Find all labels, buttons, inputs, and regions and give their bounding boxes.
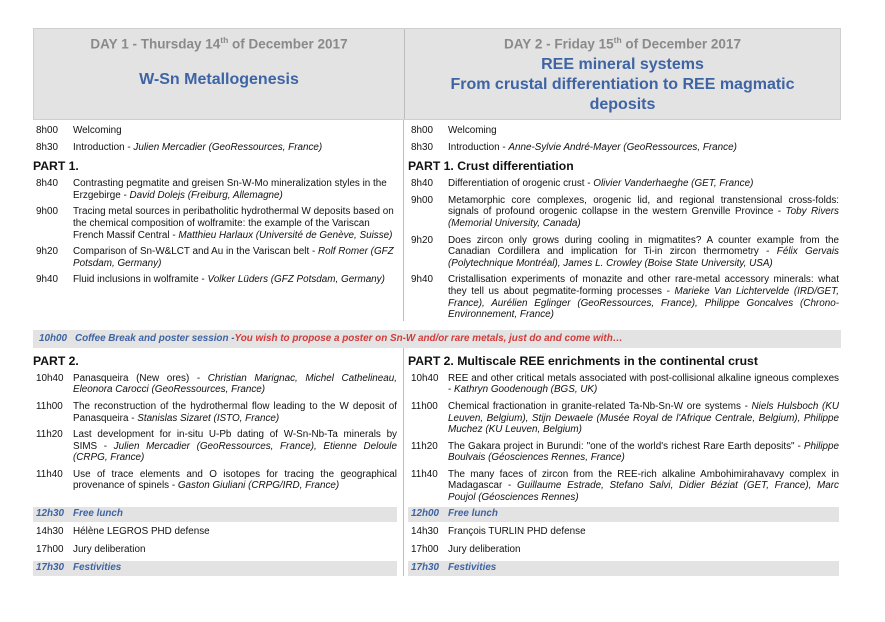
talk-row	[33, 429, 397, 464]
talk-row	[408, 401, 839, 436]
day1-part1-title: PART 1.	[33, 159, 79, 174]
time-label: 12h00	[411, 508, 440, 520]
talk-text	[448, 469, 839, 504]
talk-title: Last development for in-situ U-Pb dating of W-Sn-Nb-Ta minerals by SIMS -	[73, 429, 397, 452]
time-label: 12h30	[36, 508, 65, 520]
time-label: 8h00	[411, 125, 433, 136]
late-morning-section	[33, 348, 841, 504]
defense-label: Hélène LEGROS PHD defense	[73, 526, 210, 538]
time-label: 8h00	[36, 125, 58, 136]
day2-date-sup: th	[613, 35, 622, 45]
talk-speaker: Guillaume Estrade, Stefano Salvi, Didier Béziat (GET, France), Marc Poujol (Géosciences Rennes)	[448, 480, 839, 504]
time-label: 9h20	[411, 234, 433, 246]
time-label: 17h30	[36, 562, 65, 574]
jury-row	[33, 543, 397, 558]
defense-label: François TURLIN PHD defense	[448, 526, 586, 538]
schedule-row	[33, 142, 397, 154]
talk-text	[73, 178, 397, 201]
talk-row	[408, 195, 839, 230]
program-header	[33, 28, 841, 120]
festivities-row	[33, 561, 397, 576]
talk-row	[408, 235, 839, 270]
talk-text	[73, 401, 397, 424]
talk-row	[33, 274, 397, 286]
time-label: 9h40	[411, 274, 433, 286]
day2-part1-list	[408, 178, 839, 321]
day2-part1-title: PART 1. Crust differentiation	[408, 159, 574, 174]
talk-row	[33, 469, 397, 492]
talk-row	[408, 469, 839, 504]
day2-part2-list	[408, 373, 839, 504]
coffee-break-band	[33, 330, 841, 348]
time-label: 8h40	[411, 178, 433, 190]
time-label: 9h20	[36, 246, 58, 258]
talk-title: Fluid inclusions in wolframite -	[73, 274, 208, 286]
time-label: 9h40	[36, 274, 58, 286]
day2-theme	[405, 55, 840, 115]
talk-speaker: Olivier Vanderhaeghe (GET, France)	[593, 178, 754, 190]
day1-part2-title: PART 2.	[33, 353, 79, 368]
lunch-label: Free lunch	[448, 508, 498, 520]
talk-text	[73, 429, 397, 464]
talk-speaker: Stanislas Sizaret (ISTO, France)	[137, 412, 280, 424]
day1-date-prefix: DAY 1 - Thursday 14	[90, 36, 221, 52]
talk-text	[73, 469, 397, 492]
time-label: 9h00	[36, 206, 58, 218]
time-label: 8h30	[411, 141, 433, 153]
time-label: 17h00	[411, 544, 439, 556]
talk-speaker: Niels Hulsboch (KU Leuven, Belgium), Stijn Dewaele (Musée Royal de l'Afrique Centrale, Belgium), Philippe Muchez (KU Leuven, Belgium)	[448, 400, 839, 436]
time-label: 17h30	[411, 562, 440, 574]
talk-text	[448, 235, 839, 270]
day2-morning	[404, 120, 841, 321]
talk-title: Use of trace elements and O isotopes for tracing the geographical provenance of spinels -	[73, 468, 397, 492]
jury-row	[408, 543, 839, 558]
defense-row	[408, 525, 839, 540]
talk-title: Chemical fractionation in granite-related Ta-Nb-Sn-W ore systems -	[448, 400, 752, 412]
talk-speaker: Toby Rivers (Memorial University, Canada)	[448, 206, 839, 229]
lunch-row	[33, 507, 397, 522]
day1-theme: W-Sn Metallogenesis	[139, 70, 299, 88]
talk-text	[448, 274, 839, 320]
day1-header	[34, 29, 405, 119]
talk-title: The reconstruction of the hydrothermal flow leading to the W deposit of Panasqueira -	[73, 400, 397, 424]
morning-section	[33, 120, 841, 321]
coffee-time: 10h00	[39, 333, 68, 345]
festivities-label: Festivities	[448, 562, 497, 574]
session-title: Welcoming	[73, 125, 122, 136]
session-title: Introduction -	[73, 141, 134, 153]
jury-label: Jury deliberation	[73, 544, 146, 556]
talk-speaker: David Dolejs (Freiburg, Allemagne)	[129, 189, 283, 201]
poster-call: You wish to propose a poster on Sn-W and/or rare metals, just do and come with…	[234, 333, 623, 345]
talk-row	[33, 401, 397, 424]
closing-section	[33, 504, 841, 576]
time-label: 17h00	[36, 544, 64, 556]
day2-theme-line1: REE mineral systems	[541, 55, 704, 73]
talk-title: Metamorphic core complexes, orogenic lid, and regional transtensional cross-folds: signals of profound orogenic collapse in the western Grenville Province -	[448, 194, 839, 218]
talk-row	[408, 178, 839, 190]
time-label: 11h00	[411, 400, 438, 412]
talk-speaker: Gaston Giuliani (CRPG/IRD, France)	[177, 480, 340, 492]
time-label: 10h40	[36, 372, 64, 384]
festivities-label: Festivities	[73, 562, 122, 574]
coffee-label: Coffee Break and poster session -	[75, 333, 235, 345]
day1-morning	[33, 120, 404, 321]
talk-speaker: Julien Mercadier (GeoRessources, France), Etienne Deloule (CRPG, France)	[73, 440, 397, 464]
talk-text	[448, 401, 839, 436]
talk-title: Cristallisation experiments of monazite and other rare-metal accessory minerals: what they tell us about pegmatite-forming processes -	[448, 274, 839, 297]
talk-text	[448, 373, 839, 396]
time-label: 14h30	[411, 526, 439, 538]
session-title: Welcoming	[448, 125, 497, 136]
time-label: 14h30	[36, 526, 64, 538]
day2-part2-title: PART 2. Multiscale REE enrichments in the continental crust	[408, 353, 758, 368]
session-title: Introduction -	[448, 141, 509, 153]
day1-date-sup: th	[220, 35, 229, 45]
program-sheet	[33, 28, 841, 576]
talk-text	[73, 274, 397, 286]
day1-part2-list	[33, 373, 397, 492]
day1-date	[34, 35, 404, 52]
day2-closing	[404, 504, 841, 576]
day2-header	[405, 29, 840, 119]
talk-title: The many faces of zircon from the REE-rich alkaline Ambohimirahavavy complex in Madagascar -	[448, 468, 839, 492]
day2-late-morning	[404, 348, 841, 504]
lunch-label: Free lunch	[73, 508, 123, 520]
talk-speaker: Rolf Romer (GFZ Potsdam, Germany)	[73, 246, 394, 269]
talk-title: Panasqueira (New ores) -	[73, 372, 208, 384]
talk-row	[33, 178, 397, 201]
schedule-row	[33, 125, 397, 137]
talk-title: Comparison of Sn-W&LCT and Au in the Variscan belt -	[73, 246, 318, 258]
talk-title: Does zircon only grows during cooling in migmatites? A counter example from the Canadian Cordillera and implication for Ti-in zircon thermometry -	[448, 234, 839, 258]
day1-late-morning	[33, 348, 404, 504]
talk-text	[73, 206, 397, 241]
day2-date	[405, 35, 840, 52]
talk-title: Contrasting pegmatite and greisen Sn-W-Mo mineralization styles in the Erzgebirge -	[73, 178, 387, 201]
defense-row	[33, 525, 397, 540]
talk-text	[448, 178, 839, 190]
talk-speaker: Christian Marignac, Michel Cathelineau, Eleonora Carocci (GeoRessources, France)	[73, 372, 397, 396]
talk-row	[408, 441, 839, 464]
talk-title: Differentiation of orogenic crust -	[448, 178, 594, 190]
talk-title: REE and other critical metals associated with post-collisional alkaline igneous complexes -	[448, 372, 839, 396]
time-label: 11h40	[411, 468, 438, 480]
talk-row	[408, 373, 839, 396]
festivities-row	[408, 561, 839, 576]
time-label: 11h20	[36, 429, 63, 441]
schedule-row	[408, 142, 839, 154]
day2-theme-line3: deposits	[589, 95, 656, 113]
day1-date-suffix: of December 2017	[228, 36, 348, 52]
time-label: 9h00	[411, 194, 433, 206]
talk-text	[448, 441, 839, 464]
talk-row	[408, 274, 839, 320]
session-text	[73, 125, 397, 137]
talk-speaker: Volker Lüders (GFZ Potsdam, Germany)	[207, 274, 385, 286]
talk-row	[33, 206, 397, 241]
talk-text	[448, 195, 839, 230]
talk-speaker: Matthieu Harlaux (Université de Genève, Suisse)	[178, 229, 393, 241]
time-label: 11h00	[36, 400, 63, 412]
time-label: 11h40	[36, 468, 63, 480]
jury-label: Jury deliberation	[448, 544, 521, 556]
speaker: Anne-Sylvie André-Mayer (GeoRessources, France)	[508, 141, 737, 153]
talk-title: The Gakara project in Burundi: "one of the world's richest Rare Earth deposits" -	[448, 440, 804, 452]
lunch-row	[408, 507, 839, 522]
day2-date-suffix: of December 2017	[621, 36, 741, 52]
time-label: 8h40	[36, 178, 58, 190]
schedule-row	[408, 125, 839, 137]
talk-row	[33, 373, 397, 396]
speaker: Julien Mercadier (GeoRessources, France)	[133, 141, 323, 153]
day1-closing	[33, 504, 404, 576]
day1-part1-list	[33, 178, 397, 286]
session-text	[73, 142, 397, 154]
talk-speaker: Félix Gervais (Polytechnique Montréal), James L. Crowley (Boise State University, USA)	[448, 246, 839, 269]
talk-speaker: Philippe Boulvais (Géosciences Rennes, France)	[448, 440, 839, 464]
time-label: 11h20	[411, 440, 438, 452]
session-text	[448, 125, 839, 137]
talk-row	[33, 246, 397, 269]
day2-date-prefix: DAY 2 - Friday 15	[504, 36, 614, 52]
day2-theme-line2: From crustal differentiation to REE magmatic	[450, 75, 795, 93]
talk-text	[73, 373, 397, 396]
talk-title: Tracing metal sources in peribatholitic hydrothermal W deposits based on the chemical composition of wolframite: the example of the Variscan French Massif Central -	[73, 206, 394, 241]
talk-text	[73, 246, 397, 269]
session-text	[448, 142, 839, 154]
talk-speaker: Marieke Van Lichtervelde (IRD/GET, France), Aurélien Eglinger (GeoRessources, France), Philippe Goncalves (Chrono-Environnement, France)	[448, 285, 839, 321]
time-label: 8h30	[36, 141, 58, 153]
time-label: 10h40	[411, 372, 439, 384]
talk-speaker: Kathryn Goodenough (BGS, UK)	[454, 384, 598, 396]
